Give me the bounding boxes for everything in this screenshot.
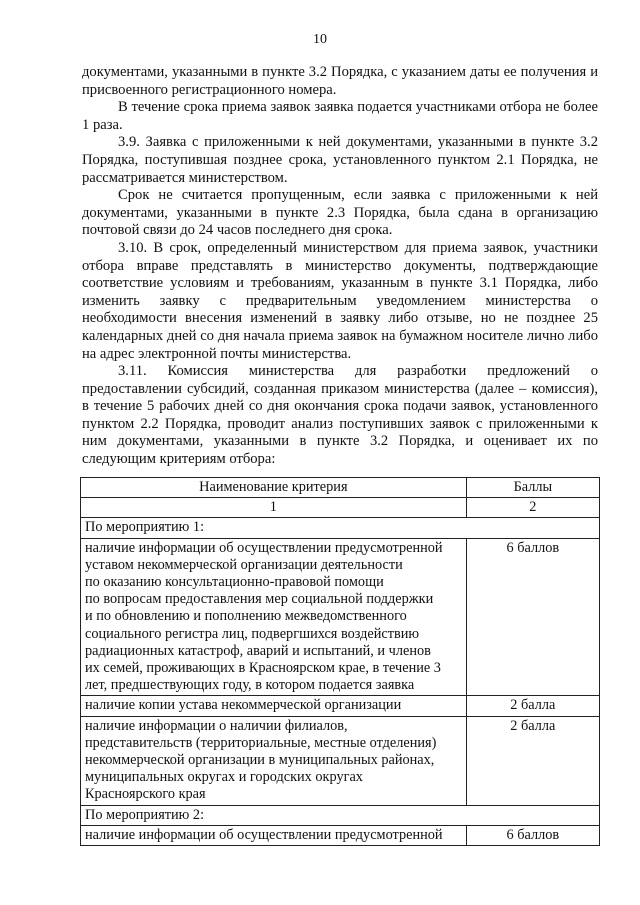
table-header-row bbox=[81, 478, 600, 498]
column-number-row bbox=[81, 498, 600, 518]
criterion-cell: наличие информации о наличии филиалов, представительств (территориальные, местные отделения) некоммерческой организации в муниципальных районах, муниципальных округах и городских округах Красноярского края bbox=[81, 716, 467, 805]
table-row bbox=[81, 696, 600, 716]
criterion-cell: наличие информации об осуществлении предусмотренной bbox=[81, 825, 467, 845]
criterion-cell: наличие информации об осуществлении предусмотренной уставом некоммерческой организации деятельности по оказанию консультационно-правовой помощи по вопросам предоставления мер социальной поддержки и по обновлению и пополнению межведомственного социального регистра лиц, подвергшихся воздействию радиационных катастроф, аварий и испытаний, и членов их семей, проживающих в Красноярском крае, в течение 3 лет, предшествующих году, в котором подается заявка bbox=[81, 538, 467, 696]
paragraph: 3.9. Заявка с приложенными к ней документами, указанными в пункте 3.2 Порядка, поступившая позднее срока, установленного пунктом 2.1 Порядка, не рассматривается министерством. bbox=[82, 134, 598, 186]
column-number: 1 bbox=[81, 498, 467, 518]
table-row bbox=[81, 825, 600, 845]
table-row bbox=[81, 538, 600, 696]
paragraph: 3.10. В срок, определенный министерством для приема заявок, участники отбора вправе представлять в министерство документы, подтверждающие соответствие условиям и требованиям, указанным в пункте 3.1 Порядка, либо изменить заявку с предварительным уведомлением министерства о необходимости внесения изменений в заявку либо отзыве, но не позднее 25 календарных дней со дня начала приема заявок на бумажном носителе лично либо на адрес электронной почты министерства. bbox=[82, 239, 598, 362]
score-cell: 2 балла bbox=[466, 696, 599, 716]
score-cell: 2 балла bbox=[466, 716, 599, 805]
paragraph: документами, указанными в пункте 3.2 Порядка, с указанием даты ее получения и присвоенного регистрационного номера. bbox=[82, 64, 598, 98]
group-row bbox=[81, 518, 600, 538]
header-score: Баллы bbox=[466, 478, 599, 498]
paragraph: 3.11. Комиссия министерства для разработки предложений о предоставлении субсидий, созданная приказом министерства (далее – комиссия), в течение 5 рабочих дней со дня окончания срока подачи заявок, установленного пунктом 2.2 Порядка, проводит анализ поступивших заявок с приложенными к ним документами, указанными в пункте 3.2 Порядка, и оценивает их по следующим критериям отбора: bbox=[82, 363, 598, 468]
group-title: По мероприятию 1: bbox=[81, 518, 600, 538]
criteria-table bbox=[80, 477, 600, 846]
score-cell: 6 баллов bbox=[466, 538, 599, 696]
page-number: 10 bbox=[313, 32, 327, 47]
body-text bbox=[82, 64, 598, 469]
column-number: 2 bbox=[466, 498, 599, 518]
group-row bbox=[81, 805, 600, 825]
table-row bbox=[81, 716, 600, 805]
score-cell: 6 баллов bbox=[466, 825, 599, 845]
header-criterion-name: Наименование критерия bbox=[81, 478, 467, 498]
paragraph: Срок не считается пропущенным, если заявка с приложенными к ней документами, указанными в пункте 2.3 Порядка, была сдана в организацию почтовой связи до 24 часов последнего дня срока. bbox=[82, 187, 598, 239]
group-title: По мероприятию 2: bbox=[81, 805, 600, 825]
criterion-cell: наличие копии устава некоммерческой организации bbox=[81, 696, 467, 716]
paragraph: В течение срока приема заявок заявка подается участниками отбора не более 1 раза. bbox=[82, 99, 598, 133]
